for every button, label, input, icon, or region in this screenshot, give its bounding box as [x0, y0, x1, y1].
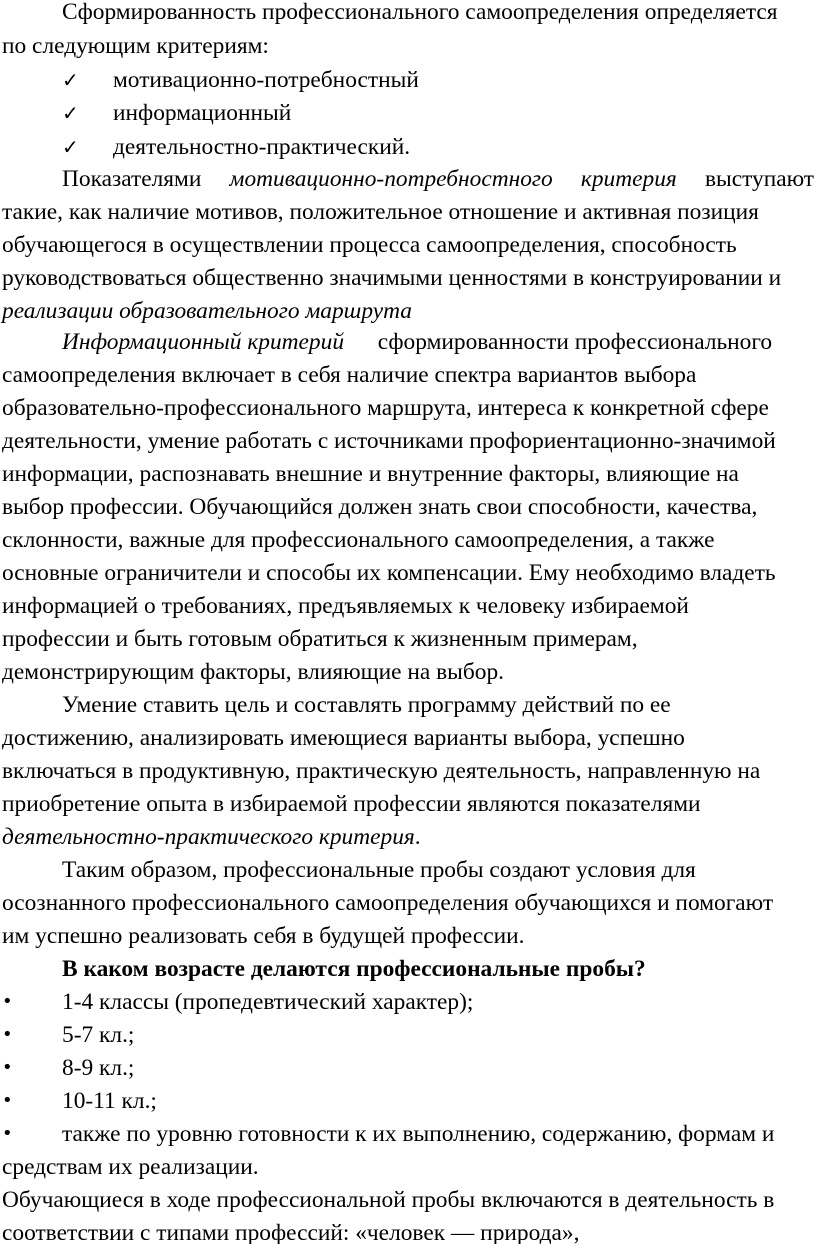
- practice-criterion-term: деятельностно-практического критерия: [2, 824, 415, 850]
- checkmark-icon: ✓: [62, 135, 79, 159]
- criterion-item: информационный: [113, 100, 292, 126]
- paragraph-information-line: основные ограничители и способы их компенсации. Ему необходимо владеть: [2, 560, 776, 586]
- age-list-continuation: средствам их реализации.: [2, 1154, 259, 1180]
- information-criterion-term: Информационный критерий: [62, 329, 345, 355]
- bullet-icon: •: [2, 1090, 13, 1111]
- paragraph-practice-line: достижению, анализировать имеющиеся варианты выбора, успешно: [2, 725, 685, 751]
- paragraph-information-line: профессии и быть готовым обратиться к жизненным примерам,: [2, 626, 638, 652]
- paragraph-information-line: информацией о требованиях, предъявляемых к человеку избираемой: [2, 593, 689, 619]
- motivation-lead: Показателями: [62, 166, 202, 192]
- paragraph-motivation-line-3: обучающегося в осуществлении процесса самоопределения, способность: [2, 232, 737, 258]
- paragraph-information-line: информации, распознавать внешние и внутренние факторы, влияющие на: [2, 461, 739, 487]
- intro-line-2: по следующим критериям:: [2, 33, 269, 59]
- paragraph-motivation-line-2: такие, как наличие мотивов, положительное отношение и активная позиция: [2, 199, 759, 225]
- age-list-item: 1-4 классы (пропедевтический характер);: [62, 989, 474, 1015]
- bullet-icon: •: [2, 991, 13, 1012]
- checkmark-icon: ✓: [62, 68, 79, 92]
- paragraph-information-line: образовательно-профессионального маршрута, интереса к конкретной сфере: [2, 395, 769, 421]
- paragraph-motivation-line-4: руководствоваться общественно значимыми ценностями в конструировании и: [2, 265, 782, 291]
- paragraph-practice-term-line: [2, 821, 421, 853]
- paragraph-information-line: склонности, важные для профессионального самоопределения, а также: [2, 527, 715, 553]
- paragraph-conclusion-line: им успешно реализовать себя в будущей профессии.: [2, 923, 525, 949]
- paragraph-motivation-line-1: [62, 163, 814, 195]
- paragraph-information-line: выбор профессии. Обучающийся должен знать свои способности, качества,: [2, 494, 758, 520]
- criterion-item: мотивационно-потребностный: [113, 67, 419, 93]
- age-list-item: также по уровню готовности к их выполнению, содержанию, формам и: [62, 1121, 775, 1147]
- paragraph-practice-line: включаться в продуктивную, практическую деятельность, направленную на: [2, 758, 761, 784]
- paragraph-motivation-line-5: [2, 295, 412, 327]
- paragraph-information-line: демонстрирующим факторы, влияющие на выбор.: [2, 659, 505, 685]
- paragraph-practice-line: Умение ставить цель и составлять программу действий по ее: [62, 692, 671, 718]
- paragraph-conclusion-line: Таким образом, профессиональные пробы создают условия для: [62, 857, 696, 883]
- age-list-item: 8-9 кл.;: [62, 1055, 135, 1081]
- bullet-icon: •: [2, 1057, 13, 1078]
- paragraph-final-line: Обучающиеся в ходе профессиональной пробы включаются в деятельность в: [2, 1187, 775, 1213]
- information-tail: сформированности профессионального: [377, 329, 773, 355]
- age-section-heading: [62, 953, 646, 985]
- age-heading-text: В каком возрасте делаются профессиональные пробы?: [62, 956, 646, 982]
- motivation-term-end: реализации образовательного маршрута: [2, 298, 412, 324]
- criterion-item: деятельностно-практический.: [113, 134, 411, 160]
- bullet-icon: •: [2, 1024, 13, 1045]
- practice-term-period: .: [414, 824, 421, 850]
- paragraph-final-line: соответствии с типами профессий: «человек — природа»,: [2, 1220, 580, 1244]
- paragraph-conclusion-line: осознанного профессионального самоопределения обучающихся и помогают: [2, 890, 774, 916]
- intro-line-1: Сформированность профессионального самоопределения определяется: [62, 0, 778, 25]
- age-list-item: 5-7 кл.;: [62, 1022, 135, 1048]
- bullet-icon: •: [2, 1123, 13, 1144]
- paragraph-information-line: самоопределения включает в себя наличие спектра вариантов выбора: [2, 362, 697, 388]
- motivation-tail: выступают: [704, 166, 814, 192]
- paragraph-information-line-1: [62, 326, 772, 358]
- age-list-item: 10-11 кл.;: [62, 1088, 157, 1114]
- paragraph-practice-line: приобретение опыта в избираемой профессии являются показателями: [2, 791, 701, 817]
- paragraph-information-line: деятельности, умение работать с источниками профориентационно-значимой: [2, 428, 776, 454]
- motivation-criterion-term: мотивационно-потребностного критерия: [229, 166, 677, 192]
- checkmark-icon: ✓: [62, 101, 79, 125]
